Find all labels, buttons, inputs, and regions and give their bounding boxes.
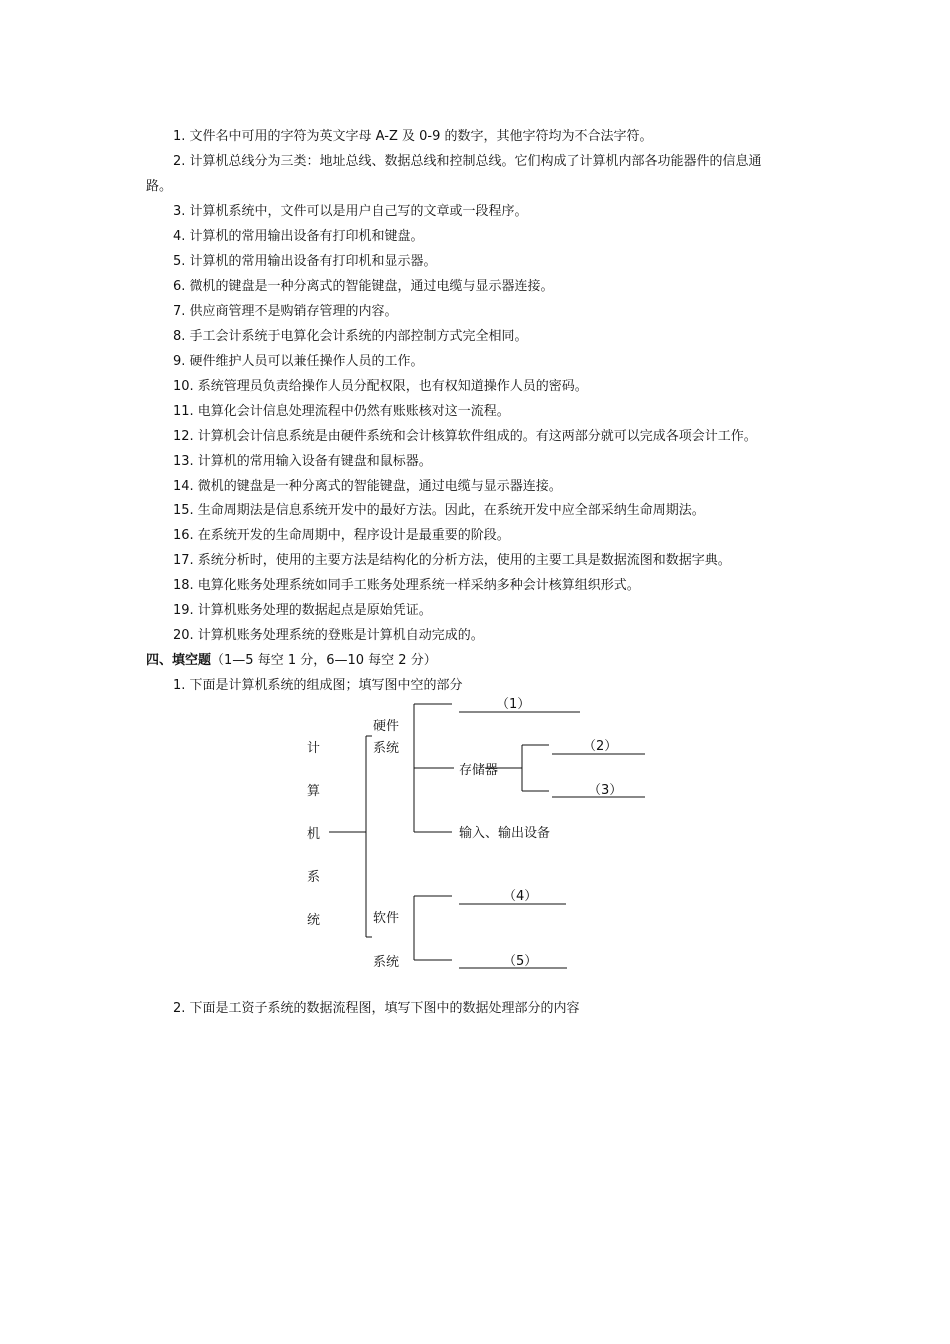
- judgment-item-17: 17. 系统分析时，使用的主要方法是结构化的分析方法，使用的主要工具是数据流图和数据字典。: [173, 553, 731, 568]
- judgment-item-6: 6. 微机的键盘是一种分离式的智能键盘，通过电缆与显示器连接。: [173, 279, 554, 294]
- judgment-item-13: 13. 计算机的常用输入设备有键盘和鼠标器。: [173, 454, 432, 469]
- judgment-item-3: 3. 计算机系统中，文件可以是用户自己写的文章或一段程序。: [173, 204, 528, 219]
- judgment-item-11: 11. 电算化会计信息处理流程中仍然有账账核对这一流程。: [173, 404, 510, 419]
- hardware-label-1: 硬件: [373, 719, 400, 734]
- judgment-item-18: 18. 电算化账务处理系统如同手工账务处理系统一样采纳多种会计核算组织形式。: [173, 578, 640, 593]
- section-four-scoring: （1—5 每空 1 分，6—10 每空 2 分）: [211, 653, 437, 668]
- software-label-2: 系统: [373, 955, 400, 970]
- blank-1: （1）: [496, 697, 531, 712]
- blank-5: （5）: [503, 954, 538, 969]
- judgment-item-16: 16. 在系统开发的生命周期中，程序设计是最重要的阶段。: [173, 528, 510, 543]
- blank-4: （4）: [503, 889, 538, 904]
- io-devices-label: 输入、输出设备: [459, 826, 551, 841]
- root-char-4: 系: [307, 870, 321, 885]
- judgment-item-14: 14. 微机的键盘是一种分离式的智能键盘，通过电缆与显示器连接。: [173, 479, 562, 494]
- judgment-item-10: 10. 系统管理员负责给操作人员分配权限，也有权知道操作人员的密码。: [173, 379, 588, 394]
- root-char-2: 算: [307, 784, 321, 799]
- judgment-item-5: 5. 计算机的常用输出设备有打印机和显示器。: [173, 254, 437, 269]
- judgment-item-2: 2. 计算机总线分为三类：地址总线、数据总线和控制总线。它们构成了计算机内部各功能器件的信息通: [173, 154, 762, 169]
- judgment-item-9: 9. 硬件维护人员可以兼任操作人员的工作。: [173, 354, 424, 369]
- blank-3: （3）: [588, 783, 623, 798]
- judgment-item-4: 4. 计算机的常用输出设备有打印机和键盘。: [173, 229, 424, 244]
- root-char-5: 统: [307, 913, 321, 928]
- root-char-1: 计: [307, 741, 321, 756]
- judgment-item-19: 19. 计算机账务处理的数据起点是原始凭证。: [173, 603, 432, 618]
- fill-question-2: 2. 下面是工资子系统的数据流程图，填写下图中的数据处理部分的内容: [173, 1001, 580, 1016]
- storage-label: 存储器: [459, 763, 499, 778]
- judgment-item-8: 8. 手工会计系统于电算化会计系统的内部控制方式完全相同。: [173, 329, 528, 344]
- section-four-title: 四、填空题: [146, 653, 212, 668]
- fill-question-1: 1. 下面是计算机系统的组成图；填写图中空的部分: [173, 678, 463, 693]
- judgment-item-1: 1. 文件名中可用的字符为英文字母 A-Z 及 0-9 的数字，其他字符均为不合法字符。: [173, 129, 653, 144]
- root-char-3: 机: [307, 827, 321, 842]
- judgment-item-12: 12. 计算机会计信息系统是由硬件系统和会计核算软件组成的。有这两部分就可以完成各项会计工作。: [173, 429, 757, 444]
- blank-2: （2）: [583, 739, 618, 754]
- hardware-label-2: 系统: [373, 741, 400, 756]
- judgment-item-20: 20. 计算机账务处理系统的登账是计算机自动完成的。: [173, 628, 484, 643]
- software-label-1: 软件: [373, 911, 400, 926]
- judgment-item-7: 7. 供应商管理不是购销存管理的内容。: [173, 304, 398, 319]
- judgment-item-15: 15. 生命周期法是信息系统开发中的最好方法。因此，在系统开发中应全部采纳生命周期法。: [173, 503, 705, 518]
- judgment-item-2-continuation: 路。: [146, 179, 173, 194]
